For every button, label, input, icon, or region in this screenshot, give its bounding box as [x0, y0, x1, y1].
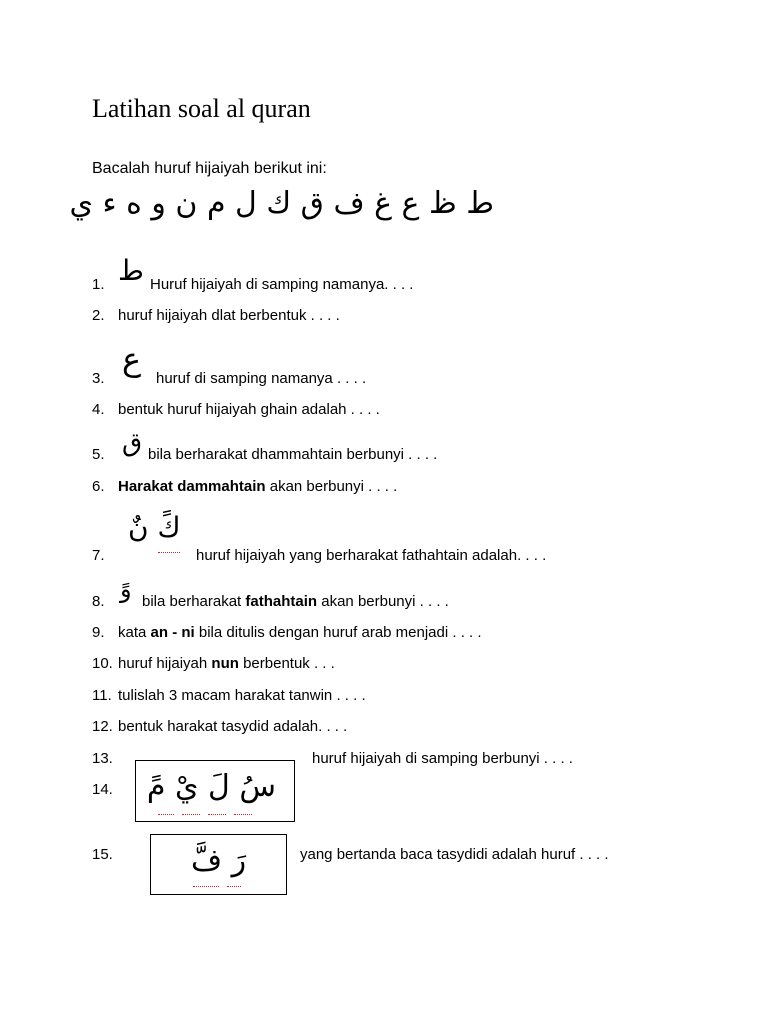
question-number: 11.	[92, 687, 112, 704]
question-number: 15.	[92, 846, 113, 863]
question-text: Huruf hijaiyah di samping namanya. . . .	[150, 276, 414, 293]
bold-term: nun	[211, 655, 239, 672]
question-text	[118, 624, 482, 641]
spellcheck-underline	[227, 883, 241, 887]
question-text	[142, 593, 449, 610]
question-number: 4.	[92, 401, 105, 418]
question-text: huruf di samping namanya . . . .	[156, 370, 367, 387]
question-number: 14.	[92, 781, 113, 798]
arabic-letter: وً	[120, 575, 132, 603]
spellcheck-underline	[158, 811, 174, 815]
question-number: 5.	[92, 446, 105, 463]
question-text	[118, 478, 397, 495]
question-number: 7.	[92, 547, 105, 564]
instruction-text: Bacalah huruf hijaiyah berikut ini:	[92, 160, 327, 177]
spellcheck-underline	[158, 549, 180, 553]
page-title: Latihan soal al quran	[92, 94, 311, 123]
bold-term: fathahtain	[245, 593, 318, 610]
question-text-rest: akan berbunyi . . . .	[317, 593, 449, 610]
question-text-rest: akan berbunyi . . . .	[265, 478, 398, 495]
question-text: bila berharakat dhammahtain berbunyi . . . .	[148, 446, 438, 463]
question-number: 9.	[92, 624, 105, 641]
arabic-letter: ق	[122, 428, 143, 458]
arabic-letter: ع	[122, 340, 142, 378]
question-text-pre: kata	[118, 624, 151, 641]
question-number: 10.	[92, 655, 113, 672]
question-text: huruf hijaiyah dlat berbentuk . . . .	[118, 307, 340, 324]
spellcheck-underline	[182, 811, 200, 815]
question-text: tulislah 3 macam harakat tanwin . . . .	[118, 687, 366, 704]
hijaiyah-letters-row: ط ظ ع غ ف ق ك ل م ن و ه ء ي	[69, 186, 494, 221]
spellcheck-underline	[193, 883, 219, 887]
arabic-letter: ط	[118, 254, 144, 287]
question-number: 8.	[92, 593, 105, 610]
question-text: huruf hijaiyah di samping berbunyi . . . .	[312, 750, 573, 767]
question-text-rest: bila ditulis dengan huruf arab menjadi . . . .	[194, 624, 482, 641]
arabic-word-box	[150, 834, 287, 895]
bold-term: Harakat dammahtain	[118, 478, 266, 495]
question-number: 6.	[92, 478, 105, 495]
arabic-word: سُ لَ يْ مً	[146, 769, 276, 804]
bold-term: an - ni	[150, 624, 195, 641]
question-text-pre: huruf hijaiyah	[118, 655, 212, 672]
question-number: 12.	[92, 718, 113, 735]
arabic-word: كً نٌ	[128, 511, 181, 544]
question-text: bentuk huruf hijaiyah ghain adalah . . . .	[118, 401, 380, 418]
question-number: 2.	[92, 307, 105, 324]
spellcheck-underline	[234, 811, 252, 815]
question-text: bentuk harakat tasydid adalah. . . .	[118, 718, 348, 735]
question-number: 3.	[92, 370, 105, 387]
spellcheck-underline	[208, 811, 226, 815]
question-text: huruf hijaiyah yang berharakat fathahtain adalah. . . .	[196, 547, 547, 564]
question-number: 13.	[92, 750, 113, 767]
arabic-word-box	[135, 760, 295, 822]
question-text: yang bertanda baca tasydidi adalah huruf . . . .	[300, 846, 609, 863]
question-text-rest: berbentuk . . .	[238, 655, 335, 672]
arabic-word: رَ فَّ	[190, 843, 247, 878]
question-text-pre: bila berharakat	[142, 593, 246, 610]
question-number: 1.	[92, 276, 105, 293]
question-text	[118, 655, 335, 672]
